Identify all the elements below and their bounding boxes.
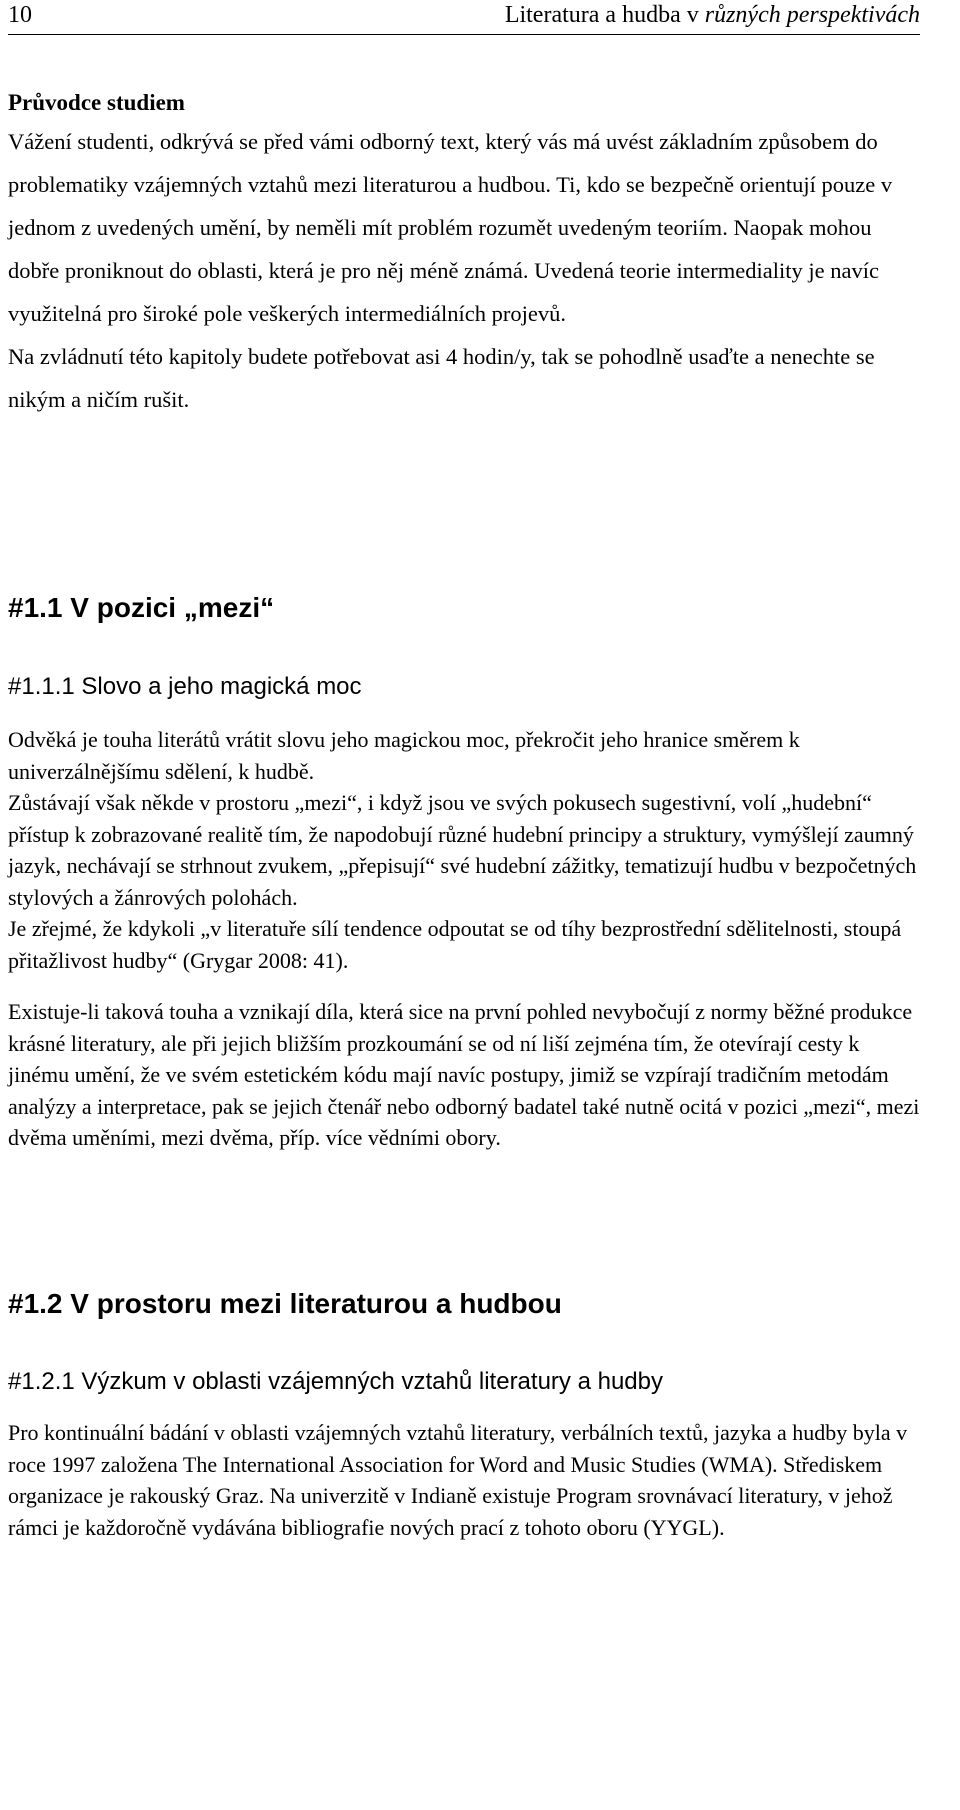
header-title-italic: různých perspektivách (704, 2, 920, 28)
study-guide-paragraph: Vážení studenti, odkrývá se před vámi odborný text, který vás má uvést základním způsobem do problematiky vzájemných vztahů mezi literaturou a hudbou. Ti, kdo se bezpečně orientují pouze v jednom z uvedených umění, by neměli mít problém rozumět uvedeným teoriím. Naopak mohou dobře proniknout do oblasti, která je pro něj méně známá. Uvedená teorie intermediality je navíc využitelná pro široké pole veškerých intermediálních projevů. (8, 129, 893, 326)
section-heading-1-1: #1.1 V pozici „mezi“ (8, 592, 275, 623)
study-guide-text (8, 120, 920, 421)
section-heading-1-2: #1.2 V prostoru mezi literaturou a hudbou (8, 1288, 562, 1319)
body-paragraph: Odvěká je touha literátů vrátit slovu jeho magickou moc, překročit jeho hranice směrem k univerzálnějšímu sdělení, k hudbě. (8, 727, 800, 784)
running-header-title (505, 0, 920, 30)
body-paragraph: Zůstávají však někde v prostoru „mezi“, i když jsou ve svých pokusech sugestivní, volí „hudební“ přístup k zobrazované realitě tím, že napodobují různé hudební principy a struktury, vymýšlejí zaumný jazyk, nechávají se strhnout zvukem, „přepisují“ své hudební zážitky, tematizují hudbu v bezpočetných stylových a žánrových polohách. (8, 790, 917, 910)
subsection-heading-1-2-1: #1.2.1 Výzkum v oblasti vzájemných vztahů literatury a hudby (8, 1368, 663, 1395)
page-number: 10 (8, 2, 32, 28)
body-paragraph: Pro kontinuální bádání v oblasti vzájemných vztahů literatury, verbálních textů, jazyka a hudby byla v roce 1997 založena The International Association for Word and Music Studies (WMA). Střediskem organizace je rakouský Graz. Na univerzitě v Indianě existuje Program srovnávací literatury, v jehož rámci je každoročně vydávána bibliografie nových prací z tohoto oboru (YYGL). (8, 1420, 908, 1540)
header-title-plain: Literatura a hudba v (504, 2, 705, 28)
study-guide-heading: Průvodce studiem (8, 90, 185, 115)
body-paragraph: Existuje-li taková touha a vznikají díla, která sice na první pohled nevybočují z normy běžné produkce krásné literatury, ale při jejich bližším prozkoumání se od ní liší zejména tím, že otevírají cesty k jinému umění, že ve svém estetickém kódu mají navíc postupy, jimiž se vzpírají tradičním metodám analýzy a interpretace, pak se jejich čtenář nebo odborný badatel také nutně ocitá v pozici „mezi“, mezi dvěma uměními, mezi dvěma, příp. více vědními obory. (8, 999, 920, 1150)
section-1-2-text (8, 1417, 920, 1543)
section-1-1-text (8, 724, 920, 1154)
body-paragraph: Je zřejmé, že kdykoli „v literatuře sílí tendence odpoutat se od tíhy bezprostřední sdělitelnosti, stoupá přitažlivost hudby“ (Grygar 2008: 41). (8, 916, 902, 973)
study-guide-paragraph: Na zvládnutí této kapitoly budete potřebovat asi 4 hodin/y, tak se pohodlně usaďte a nenechte se nikým a ničím rušit. (8, 344, 875, 412)
subsection-heading-1-1-1: #1.1.1 Slovo a jeho magická moc (8, 673, 362, 700)
running-header (8, 0, 920, 35)
